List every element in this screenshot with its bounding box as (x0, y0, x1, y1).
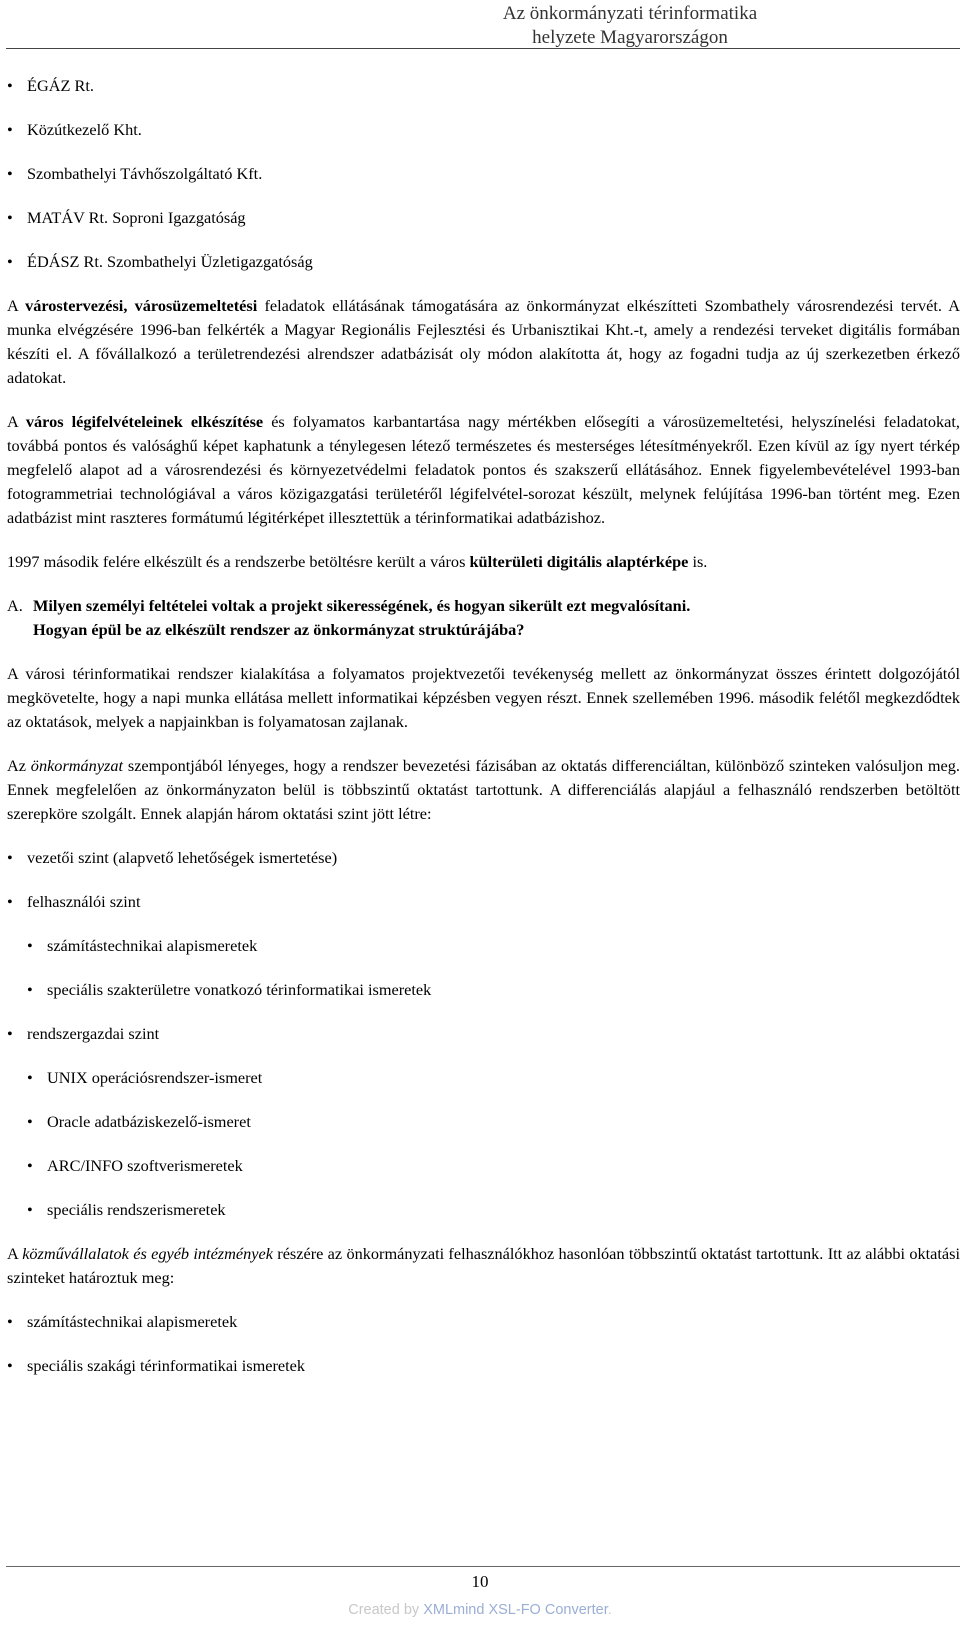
sub-list-item: • Oracle adatbáziskezelő-ismeret (7, 1110, 960, 1134)
list-item: • ÉGÁZ Rt. (7, 74, 960, 98)
list-item: • MATÁV Rt. Soproni Igazgatóság (7, 206, 960, 230)
bullet-icon: • (7, 208, 13, 227)
emphasis-bold: várostervezési, városüzemeltetési (25, 296, 258, 315)
paragraph-kozmuvallalatok: A közművállalatok és egyéb intézmények részére az önkormányzati felhasználókhoz hasonlóan többszintű oktatást tartottunk. Itt az alábbi oktatási szinteket határoztuk meg: (7, 1244, 960, 1287)
paragraph-varostervezes: A várostervezési, városüzemeltetési feladatok ellátásának támogatására az önkormányzat elkészítteti Szombathely városrendezési tervét. A munka elvégzésére 1996-ban felkérték a Magyar Regionális Fejlesztési és Urbanisztikai Kht.-t, amely a rendezési terveket digitális formában készíti el. A fővállalkozó a területrendezési alrendszer adatbázisát oly módon alakította át, hogy az fogadni tudja az új szerkezetben érkező adatokat. (7, 296, 960, 387)
header-rule (6, 48, 960, 49)
bullet-icon: • (27, 980, 33, 999)
list-item: • rendszergazdai szint (7, 1022, 960, 1046)
bullet-icon: • (7, 252, 13, 271)
question-heading (7, 594, 960, 642)
emphasis-italic: önkormányzat (30, 756, 124, 775)
emphasis-italic: közművállalatok és egyéb intézmények (22, 1244, 273, 1263)
header-title-line1: Az önkormányzati térinformatika (502, 3, 758, 24)
generator-brand: XMLmind XSL-FO Converter (423, 1602, 608, 1618)
bullet-icon: • (7, 1356, 13, 1375)
bullet-icon: • (7, 1312, 13, 1331)
bullet-icon: • (7, 892, 13, 911)
emphasis-bold: külterületi digitális alaptérképe (469, 552, 689, 571)
question-line2: Hogyan épül be az elkészült rendszer az önkormányzat struktúrájába? (33, 620, 525, 639)
header-title-line2: helyzete Magyarországon (532, 27, 728, 48)
list-item: • speciális szakági térinformatikai ismeretek (7, 1354, 960, 1378)
bullet-icon: • (7, 76, 13, 95)
generator-credit: Created by XMLmind XSL-FO Converter. (348, 1602, 612, 1618)
question-line1: Milyen személyi feltételei voltak a projekt sikerességének, és hogyan sikerült ezt megvalósítani. (33, 596, 691, 615)
list-item: • számítástechnikai alapismeretek (7, 1310, 960, 1334)
list-item: • felhasználói szint (7, 890, 960, 914)
paragraph-legifelvetelek: A város légifelvételeinek elkészítése és folyamatos karbantartása nagy mértékben elősegíti a városüzemeltetési, helyszínelési feladatokat, továbbá pontos és valósághű képet kaphatunk a ténylegesen létező természetes és mesterséges létesítményekről. Ezen kívül az így nyert térkép megfelelő alapot ad a városrendezési és környezetvédelmi feladatok pontos és szakszerű ellátásához. Ennek figyelembevételével 1993-ban fotogrammetriai technológiával a város közigazgatási területéről légifelvétel-sorozat készült, melynek felújítása 1996-ban történt meg. Ezen adatbázist mint raszteres formátumú légitérképet illesztettük a térinformatikai adatbázishoz. (7, 412, 960, 527)
bullet-icon: • (7, 120, 13, 139)
bullet-icon: • (27, 1156, 33, 1175)
bottom-list (7, 1310, 960, 1378)
bullet-icon: • (7, 164, 13, 183)
bullet-icon: • (7, 1024, 13, 1043)
list-item: • vezetői szint (alapvető lehetőségek ismertetése) (7, 846, 960, 870)
question-letter: A. (7, 596, 23, 615)
page-content (7, 74, 960, 1378)
top-list (7, 74, 960, 274)
footer-rule (6, 1566, 960, 1567)
list-item: • Közútkezelő Kht. (7, 118, 960, 142)
training-levels-list (7, 846, 960, 1222)
list-item: • Szombathelyi Távhőszolgáltató Kft. (7, 162, 960, 186)
list-item: • ÉDÁSZ Rt. Szombathelyi Üzletigazgatóság (7, 250, 960, 274)
sub-list-item: • számítástechnikai alapismeretek (7, 934, 960, 958)
bullet-icon: • (27, 1068, 33, 1087)
header-title (300, 2, 960, 50)
sub-list-item: • UNIX operációsrendszer-ismeret (7, 1066, 960, 1090)
page-number: 10 (471, 1572, 489, 1591)
emphasis-bold: város légifelvételeinek elkészítése (25, 412, 264, 431)
paragraph-kepzes: A városi térinformatikai rendszer kialakítása a folyamatos projektvezetői tevékenység mellett az önkormányzat összes érintett dolgozójától megkövetelte, hogy a napi munka ellátása mellett informatikai képzésben vegyen részt. Ennek szellemében 1996. második felétől megkezdődtek az oktatások, melyek a napjainkban is folyamatosan zajlanak. (7, 664, 960, 731)
bullet-icon: • (27, 1112, 33, 1131)
bullet-icon: • (7, 848, 13, 867)
paragraph-onkormanyzat: Az önkormányzat szempontjából lényeges, hogy a rendszer bevezetési fázisában az oktatás differenciáltan, különböző szinteken valósuljon meg. Ennek megfelelően az önkormányzaton belül is többszintű oktatást tartottunk. A differenciálás alapjául a felhasználó rendszerben betöltött szerepköre szolgált. Ennek alapján három oktatási szint jött létre: (7, 756, 960, 823)
sub-list-item: • speciális szakterületre vonatkozó térinformatikai ismeretek (7, 978, 960, 1002)
bullet-icon: • (27, 1200, 33, 1219)
bullet-icon: • (27, 936, 33, 955)
paragraph-alapterkep: 1997 második felére elkészült és a rendszerbe betöltésre került a város külterületi digitális alaptérképe is. (7, 552, 708, 571)
sub-list-item: • ARC/INFO szoftverismeretek (7, 1154, 960, 1178)
sub-list-item: • speciális rendszerismeretek (7, 1198, 960, 1222)
page-header (0, 0, 960, 50)
